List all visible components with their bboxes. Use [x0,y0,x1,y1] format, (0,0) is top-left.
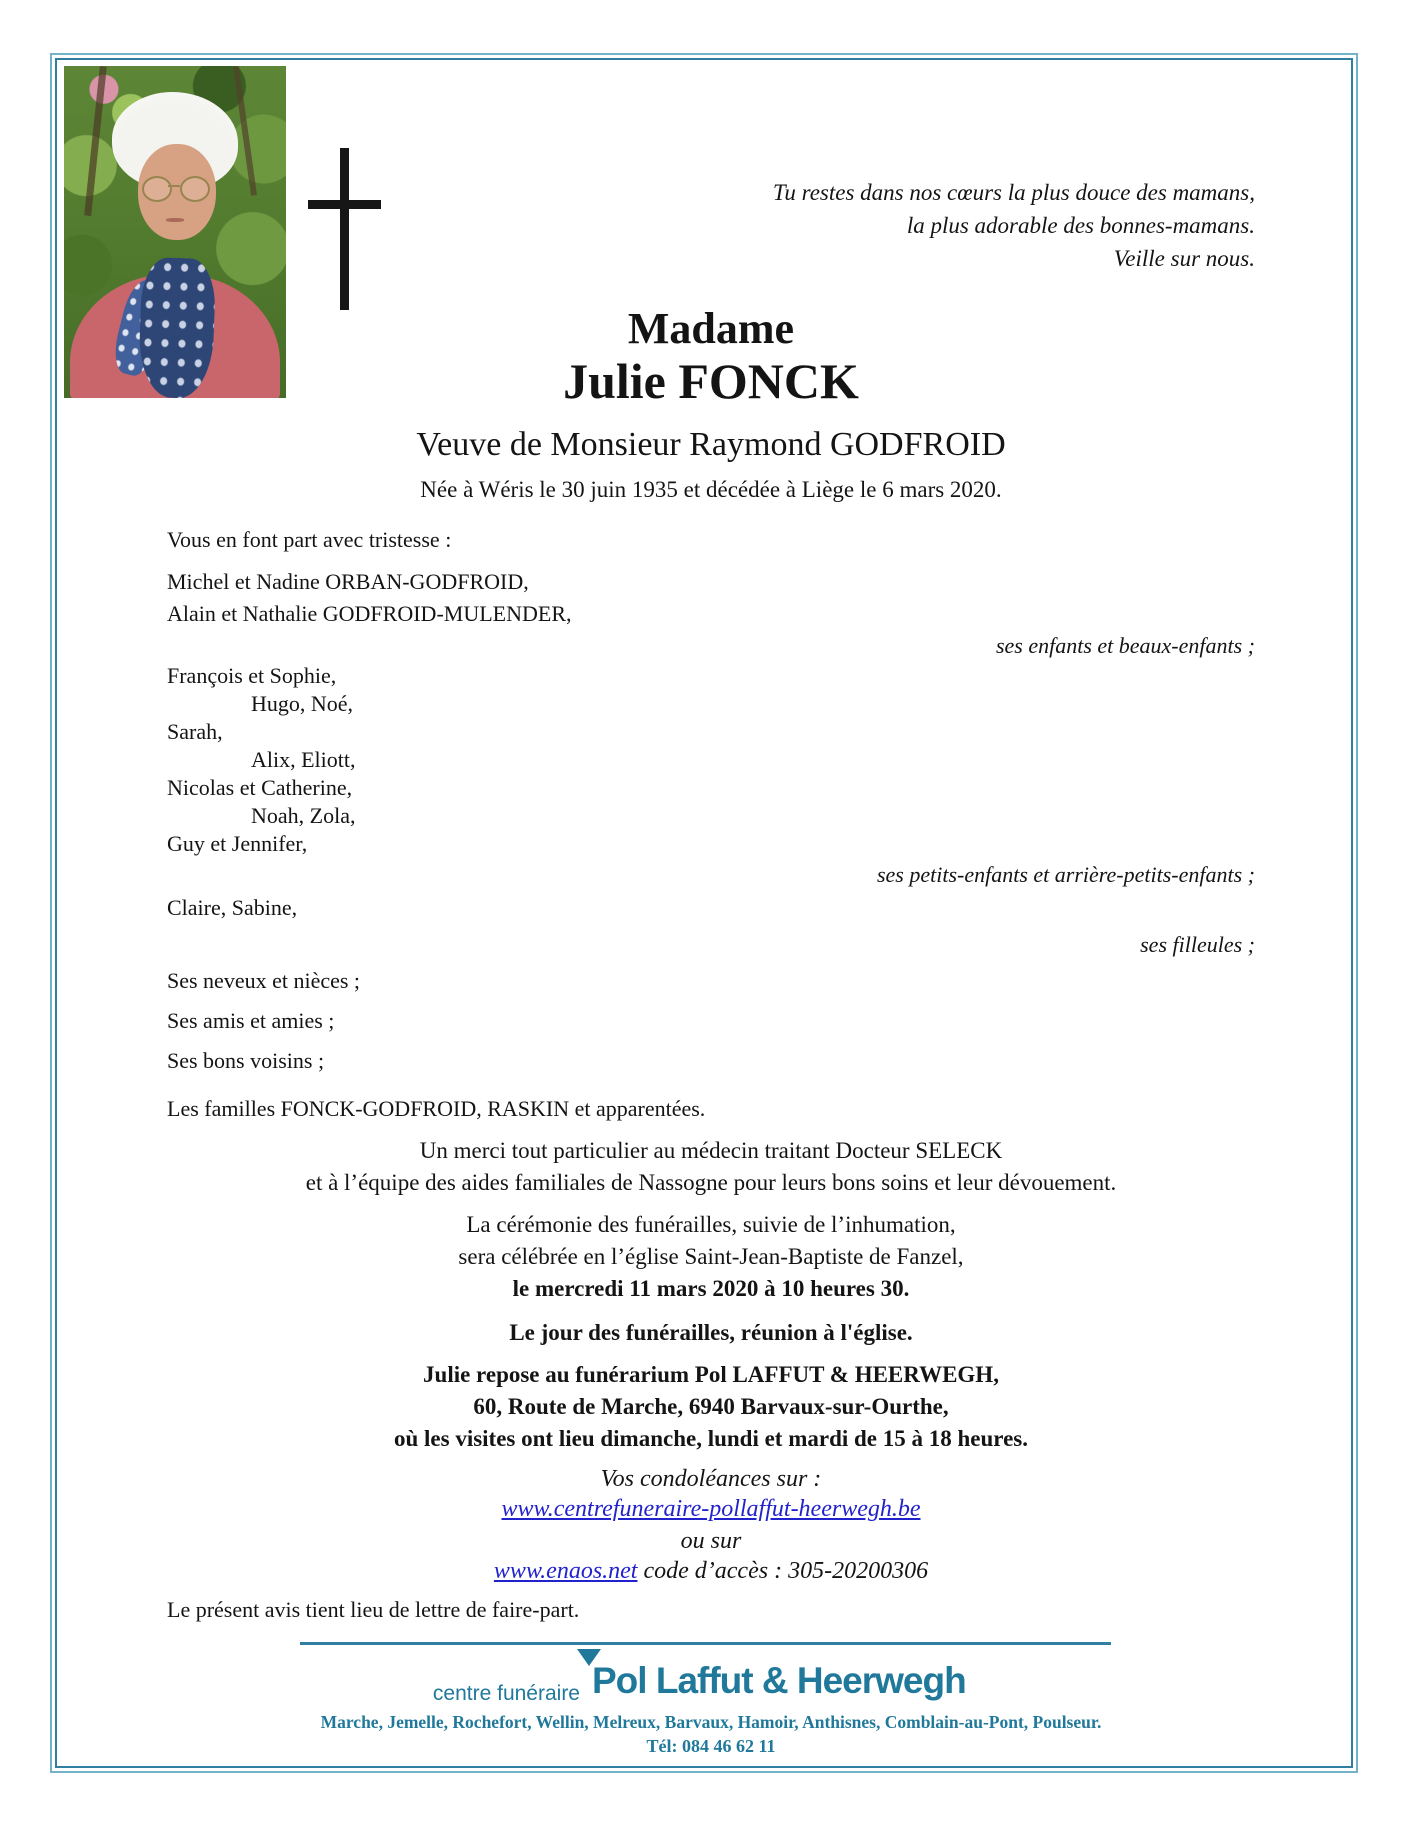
deceased-title: Madame [627,304,795,353]
cross-icon [308,148,381,310]
footer-cities: Marche, Jemelle, Rochefort, Wellin, Melreux, Barvaux, Hamoir, Anthisnes, Comblain-au-Pont, Poulseur. [320,1712,1102,1732]
condolences-link1-row [167,1496,1255,1522]
brand-name: Pol Laffut & Heerwegh [592,1660,966,1701]
condolences-link-centrefuneraire[interactable]: www.centrefuneraire-pollaffut-heerwegh.be [501,1496,921,1522]
family-line: Claire, Sabine, [167,895,298,920]
portrait-photo [64,66,286,398]
brand-prefix: centre funéraire [432,1682,580,1705]
deceased-life-dates: Née à Wéris le 30 juin 1935 et décédée à Liège le 6 mars 2020. [420,477,1002,502]
family-line: Guy et Jennifer, [167,831,308,856]
condolences-between: ou sur [680,1528,742,1554]
epitaph-line-1: Tu restes dans nos cœurs la plus douce des mamans, [772,180,1255,205]
deceased-name: Julie FONCK [563,353,859,409]
announcement-intro: Vous en font part avec tristesse : [167,527,452,552]
relation-label: ses filleules ; [1140,932,1255,957]
family-line: Ses amis et amies ; [167,1008,335,1033]
footer-phone: Tél: 084 46 62 11 [646,1736,776,1756]
families-line: Les familles FONCK-GODFROID, RASKIN et apparentées. [167,1096,706,1121]
condolences-intro: Vos condoléances sur : [600,1466,822,1492]
repose-line-1: Julie repose au funérarium Pol LAFFUT & HEERWEGH, [423,1362,999,1387]
photo-glasses-left-lens [142,176,172,202]
deceased-widow-line: Veuve de Monsieur Raymond GODFROID [416,426,1006,463]
footer-divider-line [300,1642,1111,1645]
access-code-text: code d’accès : 305-20200306 [637,1558,929,1584]
photo-glasses-right-lens [180,176,210,202]
repose-line-3: où les visites ont lieu dimanche, lundi et mardi de 15 à 18 heures. [393,1426,1029,1451]
ceremony-date-line: le mercredi 11 mars 2020 à 10 heures 30. [512,1276,910,1301]
thanks-line-2: et à l’équipe des aides familiales de Nassogne pour leurs bons soins et leur dévouement. [305,1170,1117,1195]
family-line: Alain et Nathalie GODFROID-MULENDER, [167,601,572,626]
epitaph-line-2: la plus adorable des bonnes-mamans. [906,213,1255,238]
family-line: Ses bons voisins ; [167,1048,325,1073]
photo-tree-trunk [84,66,107,216]
family-line: Nicolas et Catherine, [167,775,353,800]
epitaph-line-3: Veille sur nous. [1113,246,1255,271]
family-line: Hugo, Noé, [251,691,354,716]
photo-mouth [166,218,184,222]
ceremony-line-2: sera célébrée en l’église Saint-Jean-Baptiste de Fanzel, [458,1244,964,1269]
relation-label: ses enfants et beaux-enfants ; [995,633,1255,658]
meeting-line: Le jour des funérailles, réunion à l'église. [509,1320,913,1345]
repose-line-2: 60, Route de Marche, 6940 Barvaux-sur-Ourthe, [473,1394,949,1419]
photo-glasses-bridge [168,185,180,187]
family-line: Sarah, [167,719,223,744]
relation-label: ses petits-enfants et arrière-petits-enfants ; [876,862,1255,887]
closing-line: Le présent avis tient lieu de lettre de faire-part. [167,1597,580,1622]
family-line: Michel et Nadine ORBAN-GODFROID, [167,569,529,594]
ceremony-line-1: La cérémonie des funérailles, suivie de l’inhumation, [466,1212,956,1237]
condolences-link-enaos[interactable]: www.enaos.net [493,1558,638,1584]
family-line: Ses neveux et nièces ; [167,968,361,993]
family-line: Alix, Eliott, [251,747,356,772]
family-line: Noah, Zola, [251,803,356,828]
family-line: François et Sophie, [167,663,337,688]
condolences-link2-row [167,1558,1255,1584]
photo-tree-trunk [233,66,257,196]
thanks-line-1: Un merci tout particulier au médecin traitant Docteur SELECK [419,1138,1003,1163]
